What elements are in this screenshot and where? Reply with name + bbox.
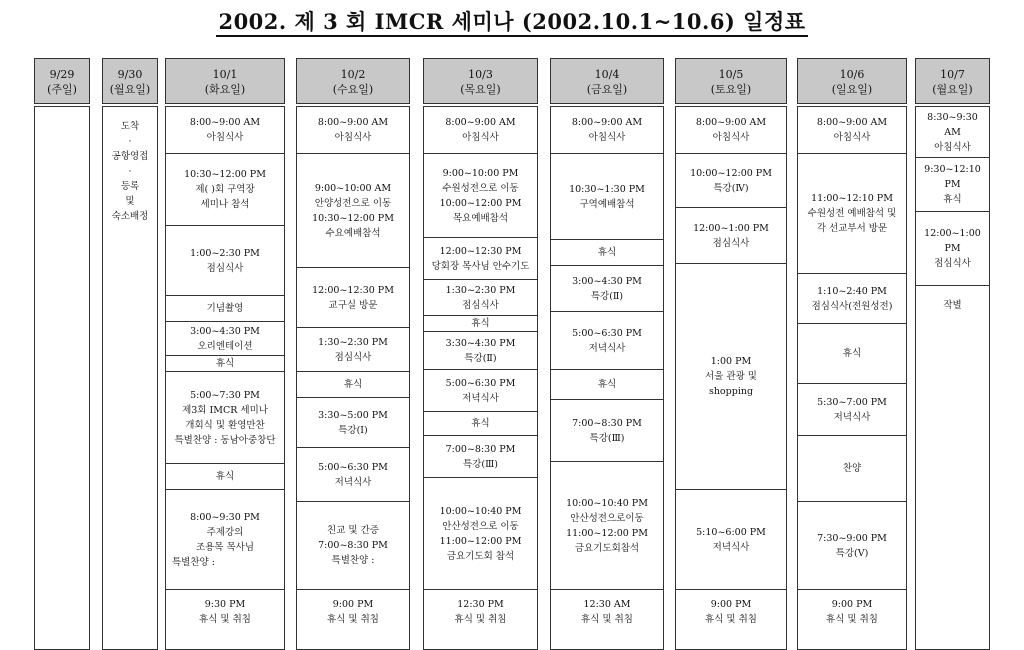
- cell-line: 9:00~10:00 AM: [314, 182, 392, 194]
- schedule-cell: [676, 589, 786, 633]
- schedule-cell: [916, 211, 989, 285]
- cell-line: 5:00~7:30 PM: [190, 389, 260, 401]
- day-date: 10/6: [839, 68, 865, 81]
- cell-line: 1:00 PM: [710, 356, 752, 367]
- cell-line: 개회식 및 환영만찬: [185, 419, 265, 431]
- cell-line: 휴식: [471, 418, 490, 429]
- day-date: 10/1: [212, 68, 238, 81]
- cell-line: 휴식 및 취침: [826, 613, 878, 625]
- cell-line: AM: [944, 126, 961, 138]
- cell-line: 12:30 AM: [583, 598, 631, 610]
- cell-line: 점심식사: [934, 258, 971, 269]
- cell-line: 안양성전으로 이동: [314, 197, 392, 209]
- cell-line: 10:30~1:30 PM: [569, 183, 645, 195]
- cell-line: 12:00~12:30 PM: [312, 284, 394, 296]
- cell-line: 금요기도회 참석: [446, 550, 515, 562]
- cell-line: 8:00~9:00 AM: [571, 117, 643, 128]
- cell-line: 3:30~5:00 PM: [318, 409, 388, 421]
- schedule-cell: [551, 461, 663, 589]
- cell-line: 점심식사: [462, 299, 499, 311]
- cell-line: 저녁식사: [462, 392, 499, 404]
- cell-line: 9:30~12:10: [924, 164, 981, 175]
- day-body: [102, 106, 158, 650]
- cell-line: 친교 및 간증: [327, 525, 379, 536]
- cell-line: 안산성전으로이동: [570, 512, 644, 524]
- cell-line: 휴식 및 취침: [199, 613, 251, 625]
- cell-line: 저녁식사: [588, 342, 626, 354]
- day-weekday: (주일): [47, 83, 77, 96]
- cell-line: 금요기도회참석: [574, 542, 640, 554]
- cell-line: 수원성전 예배참석 및: [807, 208, 897, 219]
- cell-line: shopping: [708, 386, 754, 397]
- schedule-cell: [424, 279, 537, 315]
- cell-line: 아침식사: [833, 132, 871, 143]
- cell-line: 휴식: [471, 318, 490, 329]
- schedule-cell: [166, 489, 284, 589]
- schedule-cell: [166, 589, 284, 633]
- day-header: [296, 58, 410, 104]
- cell-line: 아침식사: [206, 132, 244, 143]
- cell-line: 3:00~4:30 PM: [190, 325, 260, 337]
- cell-line: 아침식사: [934, 141, 971, 153]
- cell-line: 10:00~10:40 PM: [566, 497, 648, 509]
- cell-line: 목요예배참석: [452, 212, 509, 224]
- day-weekday: (일요일): [831, 83, 873, 96]
- schedule-cell: [424, 315, 537, 331]
- cell-line: 세미나 참석: [200, 199, 250, 210]
- schedule-cell: [424, 435, 537, 477]
- cell-line: 주제강의: [206, 526, 244, 538]
- cell-line: 오리엔테이션: [197, 340, 253, 352]
- cell-line: 및: [125, 196, 135, 207]
- schedule-cell: [424, 107, 537, 153]
- day-date: 9/30: [117, 68, 143, 81]
- schedule-cell: [676, 107, 786, 153]
- cell-line: 도착: [120, 121, 140, 132]
- day-body: [675, 106, 787, 650]
- schedule-cell: [297, 501, 409, 589]
- cell-line: 휴식 및 취침: [705, 613, 757, 625]
- cell-line: 8:00~9:00 AM: [816, 117, 888, 128]
- schedule-cell: [551, 239, 663, 265]
- cell-line: 8:30~9:30: [927, 111, 978, 123]
- cell-line: 12:00~1:00: [924, 228, 981, 239]
- schedule-cell: [798, 273, 906, 323]
- cell-line: 특강(Ⅰ): [338, 424, 368, 436]
- schedule-cell: [551, 265, 663, 311]
- cell-line: 9:00~10:00 PM: [442, 167, 519, 179]
- cell-line: 아침식사: [334, 132, 372, 143]
- schedule-cell: [166, 107, 284, 153]
- page-title: 2002. 제 3 회 IMCR 세미나 (2002.10.1~10.6) 일정표: [0, 6, 1024, 36]
- schedule-cell: [166, 295, 284, 321]
- cell-line: 1:30~2:30 PM: [318, 336, 388, 348]
- schedule-cell: [676, 489, 786, 589]
- cell-line: 10:30~12:00 PM: [184, 169, 266, 180]
- schedule-cell: [551, 369, 663, 399]
- schedule-cell: [424, 237, 537, 279]
- cell-line: 1:00~2:30 PM: [190, 247, 260, 259]
- schedule-cell: [424, 589, 537, 633]
- cell-line: 12:30 PM: [457, 598, 504, 610]
- schedule-cell: [424, 331, 537, 369]
- day-header: [675, 58, 787, 104]
- day-header: [34, 58, 90, 104]
- cell-line: 아침식사: [712, 132, 750, 143]
- cell-line: 9:00 PM: [710, 598, 752, 610]
- schedule-cell: [676, 207, 786, 263]
- schedule-cell: [297, 327, 409, 371]
- cell-line: 5:10~6:00 PM: [696, 526, 766, 538]
- cell-line: 휴식: [943, 194, 962, 205]
- day-date: 10/7: [940, 68, 965, 81]
- schedule-cell: [297, 589, 409, 633]
- cell-line: 특강(Ⅳ): [713, 182, 749, 194]
- day-weekday: (화요일): [204, 83, 246, 96]
- cell-line: 10:00~12:00 PM: [690, 167, 772, 179]
- schedule-cell: [551, 153, 663, 239]
- cell-line: ·: [128, 136, 132, 147]
- schedule-cell: [551, 399, 663, 461]
- cell-line: 제3회 IMCR 세미나: [182, 404, 268, 416]
- cell-line: 교구실 방문: [328, 299, 378, 311]
- schedule-cell: [798, 153, 906, 273]
- day-body: [797, 106, 907, 650]
- cell-line: 점심식사: [334, 351, 372, 363]
- schedule-cell: [166, 153, 284, 225]
- day-body: [915, 106, 990, 650]
- schedule-cell: [297, 371, 409, 397]
- schedule-cell: [676, 263, 786, 489]
- day-weekday: (수요일): [332, 83, 374, 96]
- cell-line: 11:00~12:00 PM: [566, 527, 648, 539]
- cell-line: 휴식 및 취침: [581, 613, 633, 625]
- schedule-cell: [297, 447, 409, 501]
- schedule-cell: [166, 355, 284, 371]
- cell-line: 11:00~12:10 PM: [811, 193, 893, 204]
- schedule-cell: [916, 157, 989, 211]
- cell-line: 공항영접: [111, 151, 149, 162]
- cell-line: 5:00~6:30 PM: [318, 461, 388, 473]
- day-date: 10/2: [340, 68, 366, 81]
- cell-line: 등록: [120, 181, 140, 192]
- day-body: [550, 106, 664, 650]
- cell-line: 5:00~6:30 PM: [572, 327, 642, 339]
- cell-line: 1:10~2:40 PM: [817, 285, 887, 297]
- schedule-cell: [166, 321, 284, 355]
- cell-line: 기념촬영: [206, 303, 244, 314]
- cell-line: 수원성전으로 이동: [442, 182, 519, 194]
- day-header: [165, 58, 285, 104]
- cell-line: 7:00~8:30 PM: [318, 540, 388, 551]
- cell-line: 특별찬양 : 동남아중창단: [174, 434, 276, 446]
- cell-line: 구역예배참석: [579, 198, 635, 210]
- day-date: 10/5: [718, 68, 744, 81]
- cell-line: 8:00~9:00 AM: [189, 117, 261, 128]
- cell-line: 8:00~9:00 AM: [695, 117, 767, 128]
- cell-line: 특강(Ⅲ): [589, 432, 625, 444]
- schedule-cell: [424, 369, 537, 411]
- schedule-cell: [166, 371, 284, 463]
- cell-line: PM: [944, 179, 961, 190]
- cell-line: 휴식: [597, 247, 617, 258]
- cell-line: 아침식사: [462, 132, 499, 143]
- cell-line: 작별: [943, 300, 962, 311]
- schedule-cell: [676, 153, 786, 207]
- cell-line: 7:00~8:30 PM: [572, 417, 642, 429]
- cell-line: 5:00~6:30 PM: [445, 377, 516, 389]
- cell-line: 1:30~2:30 PM: [445, 284, 516, 296]
- day-body: [296, 106, 410, 650]
- schedule-cell: [424, 477, 537, 589]
- cell-line: 휴식: [215, 358, 235, 369]
- cell-line: 특별찬양 :: [172, 556, 215, 568]
- day-weekday: (금요일): [586, 83, 628, 96]
- schedule-cell: [798, 589, 906, 633]
- day-header: [550, 58, 664, 104]
- cell-line: 제( )회 구역장: [195, 184, 255, 195]
- schedule-cell: [166, 225, 284, 295]
- day-body: [34, 106, 90, 650]
- cell-line: 특별찬양 :: [331, 555, 375, 566]
- cell-line: 휴식: [842, 348, 862, 359]
- cell-line: 점심식사: [712, 237, 750, 249]
- cell-line: 특강(Ⅱ): [590, 290, 624, 302]
- day-header: [915, 58, 990, 104]
- day-weekday: (목요일): [460, 83, 501, 96]
- cell-line: 10:00~12:00 PM: [439, 197, 522, 209]
- cell-line: 안산성전으로 이동: [442, 520, 519, 532]
- cell-line: 7:00~8:30 PM: [445, 443, 516, 455]
- cell-line: 8:00~9:00 AM: [445, 117, 516, 128]
- cell-line: 특강(Ⅴ): [835, 547, 869, 559]
- cell-line: 당회장 목사님 안수기도: [431, 260, 530, 272]
- cell-line: 조용목 목사님: [195, 541, 255, 553]
- cell-line: 찬양: [842, 463, 862, 474]
- schedule-cell: [103, 107, 157, 597]
- cell-line: 아침식사: [588, 132, 626, 143]
- schedule-cell: [916, 285, 989, 379]
- cell-line: 5:30~7:00 PM: [817, 396, 887, 408]
- cell-line: 수요예배참석: [325, 227, 381, 239]
- schedule-cell: [551, 589, 663, 633]
- day-body: [423, 106, 538, 650]
- cell-line: 3:30~4:30 PM: [445, 337, 516, 349]
- cell-line: 12:00~12:30 PM: [439, 245, 522, 257]
- cell-line: 10:30~12:00 PM: [312, 212, 394, 224]
- cell-line: 9:30 PM: [204, 598, 246, 610]
- cell-line: 12:00~1:00 PM: [693, 222, 769, 234]
- cell-line: 특강(Ⅱ): [464, 352, 497, 364]
- day-weekday: (토요일): [710, 83, 752, 96]
- cell-line: 휴식 및 취침: [454, 613, 507, 625]
- schedule-cell: [297, 107, 409, 153]
- schedule-cell: [166, 463, 284, 489]
- cell-line: PM: [944, 243, 961, 254]
- schedule-cell: [551, 107, 663, 153]
- cell-line: 저녁식사: [334, 476, 372, 488]
- schedule-cell: [798, 323, 906, 383]
- cell-line: 저녁식사: [833, 411, 871, 423]
- cell-line: 11:00~12:00 PM: [439, 535, 522, 547]
- schedule-cell: [798, 383, 906, 435]
- day-header: [102, 58, 158, 104]
- day-date: 10/3: [468, 68, 493, 81]
- cell-line: 저녁식사: [712, 541, 750, 553]
- cell-line: 휴식: [597, 379, 617, 390]
- cell-line: 10:00~10:40 PM: [439, 505, 522, 517]
- day-header: [423, 58, 538, 104]
- cell-line: 8:00~9:00 AM: [317, 117, 389, 128]
- schedule-cell: [297, 267, 409, 327]
- cell-line: 9:00 PM: [332, 598, 374, 610]
- cell-line: 9:00 PM: [831, 598, 873, 610]
- cell-line: 숙소배정: [111, 211, 149, 222]
- cell-line: 7:30~9:00 PM: [817, 532, 887, 544]
- day-date: 10/4: [594, 68, 620, 81]
- cell-line: 각 선교부서 방문: [816, 223, 888, 234]
- cell-line: 3:00~4:30 PM: [572, 275, 642, 287]
- schedule-cell: [297, 397, 409, 447]
- cell-line: 8:00~9:30 PM: [190, 511, 260, 523]
- cell-line: 특강(Ⅲ): [463, 458, 498, 470]
- cell-line: ·: [128, 166, 132, 177]
- schedule-cell: [798, 107, 906, 153]
- schedule-cell: [916, 107, 989, 157]
- day-body: [165, 106, 285, 650]
- cell-line: 휴식: [215, 471, 235, 482]
- cell-line: 점심식사: [206, 262, 244, 274]
- cell-line: 점심식사(전원성전): [811, 300, 893, 312]
- day-date: 9/29: [49, 68, 75, 81]
- cell-line: 휴식 및 취침: [327, 613, 379, 625]
- schedule-cell: [551, 311, 663, 369]
- schedule-cell: [798, 435, 906, 501]
- schedule-cell: [798, 501, 906, 589]
- cell-line: 서울 관광 및: [705, 371, 757, 382]
- schedule-cell: [424, 411, 537, 435]
- cell-line: 휴식: [343, 379, 363, 390]
- day-header: [797, 58, 907, 104]
- day-weekday: (월요일): [109, 83, 151, 96]
- day-weekday: (월요일): [932, 83, 973, 96]
- schedule-cell: [297, 153, 409, 267]
- schedule-cell: [424, 153, 537, 237]
